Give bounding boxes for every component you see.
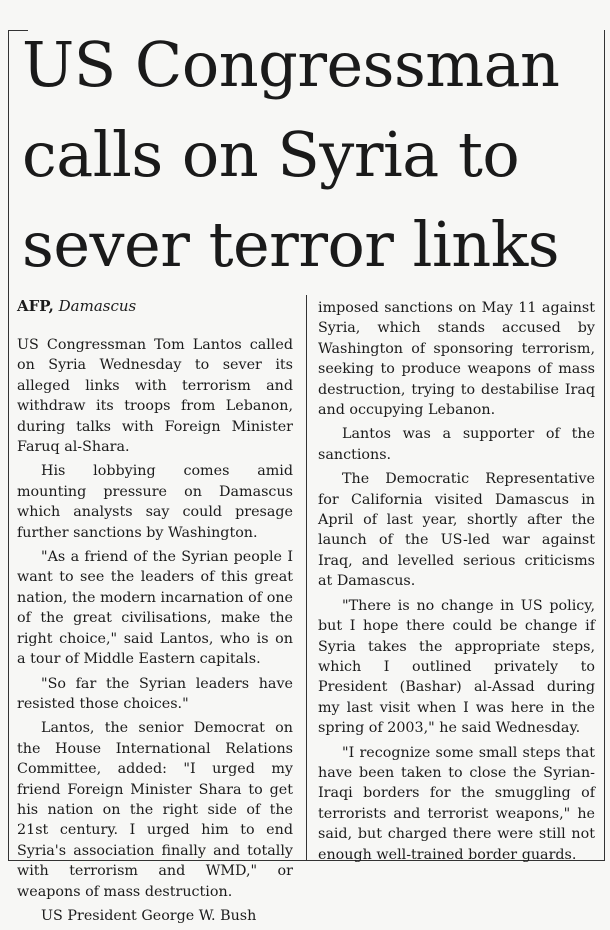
byline-location: Damascus (58, 297, 137, 315)
paragraph: US Congressman Tom Lantos called on Syria Wednesday to sever its alleged links with terrorism and withdraw its troops from Lebanon, during talks with Foreign Minister Faruq al-Shara. (17, 337, 293, 456)
article-column-right (318, 298, 595, 869)
paragraph: The Democratic Representative for California visited Damascus in April of last year, shortly after the launch of the US-led war against Iraq, and levelled serious criticisms at Damascus. (318, 471, 595, 590)
paragraph: "So far the Syrian leaders have resisted those choices." (17, 675, 293, 712)
paragraph: Lantos was a supporter of the sanctions. (318, 426, 595, 463)
paragraph: "As a friend of the Syrian people I want to see the leaders of this great nation, the modern incarnation of one of the great civilisations, make the right choice," said Lantos, who is on a tour of Middle Eastern capitals. (17, 549, 293, 668)
byline (17, 296, 136, 316)
byline-agency: AFP, (17, 297, 54, 315)
article-column-left (17, 335, 293, 930)
column-divider-rule (306, 295, 307, 860)
paragraph: His lobbying comes amid mounting pressure on Damascus which analysts say could presage further sanctions by Washington. (17, 463, 293, 541)
headline: US Congressman calls on Syria to sever terror links (22, 28, 560, 281)
paragraph: Lantos, the senior Democrat on the House International Relations Committee, added: "I urged my friend Foreign Minister Shara to get his nation on the right side of the 21st century. I urged him to end Syria's association finally and totally with terrorism and WMD," or weapons of mass destruction. (17, 720, 293, 900)
paragraph: "I recognize some small steps that have been taken to close the Syrian-Iraqi borders for the smuggling of terrorists and terrorist weapons," he said, but charged there were still not enough well-trained border guards. (318, 744, 595, 863)
right-border-rule (604, 30, 605, 860)
paragraph: imposed sanctions on May 11 against Syria, which stands accused by Washington of sponsoring terrorism, seeking to produce weapons of mass destruction, trying to destabilise Iraq and occupying Lebanon. (318, 300, 595, 419)
paragraph: US President George W. Bush (41, 907, 257, 924)
paragraph: "There is no change in US policy, but I hope there could be change if Syria takes the appropriate steps, which I outlined privately to President (Bashar) al-Assad during my last visit when I was here in the spring of 2003," he said Wednesday. (318, 597, 595, 737)
left-border-rule (8, 30, 9, 860)
